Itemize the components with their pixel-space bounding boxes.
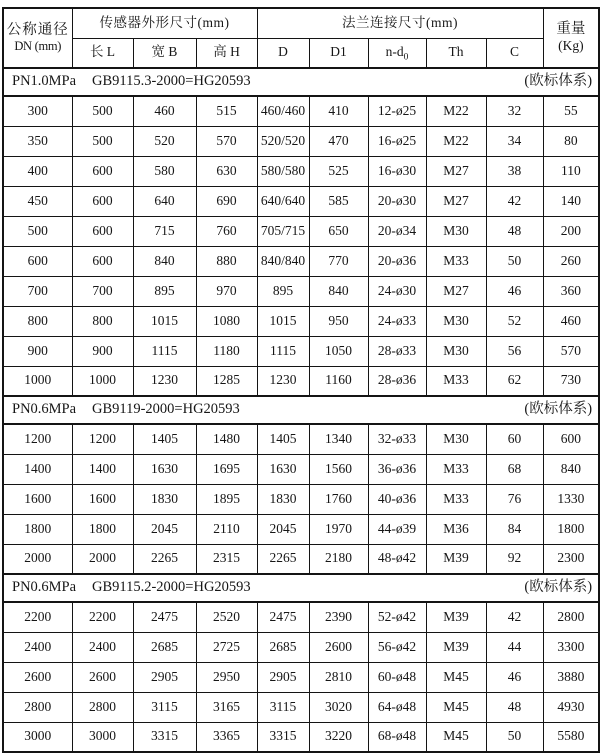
cell-width-b: 1630 xyxy=(133,454,196,484)
cell-width-b: 3115 xyxy=(133,692,196,722)
cell-d1: 1760 xyxy=(309,484,368,514)
cell-length-l: 500 xyxy=(72,96,133,126)
cell-d: 705/715 xyxy=(257,216,309,246)
cell-d: 580/580 xyxy=(257,156,309,186)
cell-th: M27 xyxy=(426,156,486,186)
cell-d: 2685 xyxy=(257,632,309,662)
cell-d1: 2810 xyxy=(309,662,368,692)
section-pn-label: PN1.0MPa xyxy=(12,73,77,90)
cell-height-h: 1695 xyxy=(196,454,257,484)
cell-c: 42 xyxy=(486,186,543,216)
cell-weight: 55 xyxy=(543,96,599,126)
cell-length-l: 1000 xyxy=(72,366,133,396)
cell-weight: 140 xyxy=(543,186,599,216)
cell-width-b: 640 xyxy=(133,186,196,216)
cell-height-h: 3365 xyxy=(196,722,257,752)
cell-length-l: 600 xyxy=(72,246,133,276)
cell-th: M22 xyxy=(426,126,486,156)
cell-d: 2045 xyxy=(257,514,309,544)
cell-d1: 1050 xyxy=(309,336,368,366)
table-row xyxy=(3,96,599,126)
cell-n-d0: 20-ø36 xyxy=(368,246,426,276)
cell-dn: 3000 xyxy=(3,722,72,752)
cell-height-h: 970 xyxy=(196,276,257,306)
table-row xyxy=(3,692,599,722)
cell-length-l: 1800 xyxy=(72,514,133,544)
cell-d1: 1340 xyxy=(309,424,368,454)
cell-height-h: 2950 xyxy=(196,662,257,692)
cell-c: 50 xyxy=(486,246,543,276)
section-note-label: (欧标体系) xyxy=(524,579,593,596)
cell-th: M33 xyxy=(426,484,486,514)
cell-th: M33 xyxy=(426,366,486,396)
cell-dn: 700 xyxy=(3,276,72,306)
cell-c: 60 xyxy=(486,424,543,454)
cell-height-h: 880 xyxy=(196,246,257,276)
cell-width-b: 2685 xyxy=(133,632,196,662)
cell-th: M39 xyxy=(426,544,486,574)
cell-d1: 2600 xyxy=(309,632,368,662)
cell-th: M27 xyxy=(426,186,486,216)
col-header-length-l: 长 L xyxy=(72,38,133,68)
cell-n-d0: 20-ø30 xyxy=(368,186,426,216)
cell-dn: 1400 xyxy=(3,454,72,484)
cell-th: M30 xyxy=(426,336,486,366)
section-header-cell xyxy=(3,68,599,96)
cell-weight: 730 xyxy=(543,366,599,396)
col-header-dn xyxy=(3,8,72,68)
cell-dn: 1600 xyxy=(3,484,72,514)
cell-d1: 1970 xyxy=(309,514,368,544)
cell-weight: 2300 xyxy=(543,544,599,574)
cell-dn: 1000 xyxy=(3,366,72,396)
cell-th: M36 xyxy=(426,514,486,544)
cell-n-d0: 44-ø39 xyxy=(368,514,426,544)
section-standard-label: GB9115.3-2000=HG20593 xyxy=(92,73,251,90)
cell-length-l: 2400 xyxy=(72,632,133,662)
cell-c: 38 xyxy=(486,156,543,186)
cell-weight: 1800 xyxy=(543,514,599,544)
cell-weight: 460 xyxy=(543,306,599,336)
col-header-d1: D1 xyxy=(309,38,368,68)
section-pn-label: PN0.6MPa xyxy=(12,579,77,596)
section-standard-label: GB9115.2-2000=HG20593 xyxy=(92,579,251,596)
cell-c: 42 xyxy=(486,602,543,632)
table-row xyxy=(3,662,599,692)
cell-n-d0: 24-ø33 xyxy=(368,306,426,336)
cell-height-h: 1480 xyxy=(196,424,257,454)
table-row xyxy=(3,306,599,336)
cell-th: M30 xyxy=(426,306,486,336)
cell-d1: 2390 xyxy=(309,602,368,632)
cell-weight: 80 xyxy=(543,126,599,156)
cell-d: 1230 xyxy=(257,366,309,396)
cell-d: 1630 xyxy=(257,454,309,484)
cell-n-d0: 16-ø30 xyxy=(368,156,426,186)
cell-d1: 585 xyxy=(309,186,368,216)
cell-c: 52 xyxy=(486,306,543,336)
cell-width-b: 1405 xyxy=(133,424,196,454)
cell-n-d0: 24-ø30 xyxy=(368,276,426,306)
cell-c: 92 xyxy=(486,544,543,574)
cell-dn: 2400 xyxy=(3,632,72,662)
cell-width-b: 1115 xyxy=(133,336,196,366)
cell-dn: 2000 xyxy=(3,544,72,574)
cell-width-b: 580 xyxy=(133,156,196,186)
section-note-label: (欧标体系) xyxy=(524,73,593,90)
cell-length-l: 3000 xyxy=(72,722,133,752)
table-row xyxy=(3,366,599,396)
cell-d: 3315 xyxy=(257,722,309,752)
cell-n-d0: 56-ø42 xyxy=(368,632,426,662)
cell-height-h: 690 xyxy=(196,186,257,216)
table-row xyxy=(3,126,599,156)
cell-d: 2475 xyxy=(257,602,309,632)
table-row xyxy=(3,514,599,544)
cell-weight: 1330 xyxy=(543,484,599,514)
cell-dn: 600 xyxy=(3,246,72,276)
cell-d1: 3220 xyxy=(309,722,368,752)
cell-d1: 2180 xyxy=(309,544,368,574)
cell-length-l: 600 xyxy=(72,156,133,186)
cell-d: 1405 xyxy=(257,424,309,454)
cell-dn: 350 xyxy=(3,126,72,156)
cell-length-l: 900 xyxy=(72,336,133,366)
section-header-row xyxy=(3,68,599,96)
cell-d: 520/520 xyxy=(257,126,309,156)
section-standard-label: GB9119-2000=HG20593 xyxy=(92,401,240,418)
table-row xyxy=(3,216,599,246)
cell-dn: 2200 xyxy=(3,602,72,632)
cell-height-h: 2315 xyxy=(196,544,257,574)
col-header-d: D xyxy=(257,38,309,68)
cell-n-d0: 12-ø25 xyxy=(368,96,426,126)
col-header-height-h: 高 H xyxy=(196,38,257,68)
cell-width-b: 460 xyxy=(133,96,196,126)
cell-c: 48 xyxy=(486,216,543,246)
cell-n-d0: 16-ø25 xyxy=(368,126,426,156)
cell-width-b: 2045 xyxy=(133,514,196,544)
cell-dn: 450 xyxy=(3,186,72,216)
cell-c: 68 xyxy=(486,454,543,484)
cell-weight: 260 xyxy=(543,246,599,276)
col-header-weight xyxy=(543,8,599,68)
cell-th: M22 xyxy=(426,96,486,126)
cell-d: 2265 xyxy=(257,544,309,574)
cell-n-d0: 20-ø34 xyxy=(368,216,426,246)
table-row xyxy=(3,186,599,216)
n-d0-base: n-d xyxy=(385,44,404,60)
cell-dn: 500 xyxy=(3,216,72,246)
cell-d: 1830 xyxy=(257,484,309,514)
cell-c: 34 xyxy=(486,126,543,156)
col-header-n-d0 xyxy=(368,38,426,68)
table-row xyxy=(3,424,599,454)
col-header-weight-label: 重量 xyxy=(556,21,586,38)
cell-d1: 770 xyxy=(309,246,368,276)
section-note-label: (欧标体系) xyxy=(524,401,593,418)
cell-th: M39 xyxy=(426,602,486,632)
header-group-row xyxy=(3,8,599,38)
cell-weight: 200 xyxy=(543,216,599,246)
cell-length-l: 600 xyxy=(72,186,133,216)
cell-d: 460/460 xyxy=(257,96,309,126)
cell-th: M45 xyxy=(426,692,486,722)
cell-n-d0: 28-ø33 xyxy=(368,336,426,366)
col-header-th: Th xyxy=(426,38,486,68)
header-sub-row xyxy=(3,38,599,68)
cell-length-l: 500 xyxy=(72,126,133,156)
section-header-cell xyxy=(3,574,599,602)
cell-dn: 2600 xyxy=(3,662,72,692)
col-header-flange-connection-group: 法兰连接尺寸(mm) xyxy=(257,8,543,38)
cell-d1: 840 xyxy=(309,276,368,306)
cell-dn: 900 xyxy=(3,336,72,366)
cell-n-d0: 32-ø33 xyxy=(368,424,426,454)
cell-length-l: 2000 xyxy=(72,544,133,574)
cell-d1: 950 xyxy=(309,306,368,336)
table-body xyxy=(3,68,599,752)
cell-width-b: 2905 xyxy=(133,662,196,692)
cell-c: 48 xyxy=(486,692,543,722)
section-pn-label: PN0.6MPa xyxy=(12,401,77,418)
cell-c: 62 xyxy=(486,366,543,396)
table-row xyxy=(3,602,599,632)
cell-height-h: 3165 xyxy=(196,692,257,722)
cell-th: M33 xyxy=(426,246,486,276)
n-d0-subscript: 0 xyxy=(403,53,409,64)
cell-c: 50 xyxy=(486,722,543,752)
cell-weight: 2800 xyxy=(543,602,599,632)
col-header-dn-unit: DN (mm) xyxy=(14,38,62,53)
cell-n-d0: 36-ø36 xyxy=(368,454,426,484)
cell-d: 640/640 xyxy=(257,186,309,216)
cell-height-h: 570 xyxy=(196,126,257,156)
cell-c: 84 xyxy=(486,514,543,544)
cell-n-d0: 64-ø48 xyxy=(368,692,426,722)
cell-width-b: 3315 xyxy=(133,722,196,752)
cell-length-l: 1400 xyxy=(72,454,133,484)
cell-width-b: 895 xyxy=(133,276,196,306)
col-header-sensor-dimensions-group: 传感器外形尺寸(mm) xyxy=(72,8,257,38)
table-row xyxy=(3,722,599,752)
table-row xyxy=(3,336,599,366)
col-header-dn-label: 公称通径 xyxy=(6,21,69,38)
cell-th: M27 xyxy=(426,276,486,306)
cell-width-b: 715 xyxy=(133,216,196,246)
cell-c: 46 xyxy=(486,276,543,306)
cell-c: 46 xyxy=(486,662,543,692)
cell-height-h: 1080 xyxy=(196,306,257,336)
cell-th: M30 xyxy=(426,424,486,454)
col-header-weight-unit: (Kg) xyxy=(558,38,584,54)
table-row xyxy=(3,454,599,484)
cell-weight: 5580 xyxy=(543,722,599,752)
cell-length-l: 2600 xyxy=(72,662,133,692)
cell-dn: 1800 xyxy=(3,514,72,544)
cell-c: 76 xyxy=(486,484,543,514)
cell-d1: 1560 xyxy=(309,454,368,484)
cell-height-h: 2520 xyxy=(196,602,257,632)
cell-th: M45 xyxy=(426,662,486,692)
cell-d1: 525 xyxy=(309,156,368,186)
cell-height-h: 1180 xyxy=(196,336,257,366)
table-row xyxy=(3,544,599,574)
cell-d1: 650 xyxy=(309,216,368,246)
cell-weight: 840 xyxy=(543,454,599,484)
cell-th: M33 xyxy=(426,454,486,484)
cell-weight: 570 xyxy=(543,336,599,366)
cell-length-l: 800 xyxy=(72,306,133,336)
cell-width-b: 520 xyxy=(133,126,196,156)
cell-d: 3115 xyxy=(257,692,309,722)
cell-length-l: 1600 xyxy=(72,484,133,514)
cell-weight: 3880 xyxy=(543,662,599,692)
cell-dn: 300 xyxy=(3,96,72,126)
cell-c: 56 xyxy=(486,336,543,366)
table-row xyxy=(3,484,599,514)
dimension-spec-table xyxy=(2,7,600,753)
cell-d: 840/840 xyxy=(257,246,309,276)
section-header-cell xyxy=(3,396,599,424)
cell-width-b: 2475 xyxy=(133,602,196,632)
cell-length-l: 1200 xyxy=(72,424,133,454)
cell-height-h: 2110 xyxy=(196,514,257,544)
cell-d: 2905 xyxy=(257,662,309,692)
table-row xyxy=(3,276,599,306)
table-row xyxy=(3,246,599,276)
cell-width-b: 840 xyxy=(133,246,196,276)
cell-weight: 4930 xyxy=(543,692,599,722)
cell-height-h: 2725 xyxy=(196,632,257,662)
cell-th: M39 xyxy=(426,632,486,662)
cell-d: 1015 xyxy=(257,306,309,336)
cell-d1: 3020 xyxy=(309,692,368,722)
cell-weight: 600 xyxy=(543,424,599,454)
cell-dn: 800 xyxy=(3,306,72,336)
cell-n-d0: 40-ø36 xyxy=(368,484,426,514)
cell-length-l: 700 xyxy=(72,276,133,306)
cell-height-h: 760 xyxy=(196,216,257,246)
cell-width-b: 1830 xyxy=(133,484,196,514)
cell-dn: 1200 xyxy=(3,424,72,454)
cell-length-l: 2200 xyxy=(72,602,133,632)
col-header-width-b: 宽 B xyxy=(133,38,196,68)
cell-width-b: 1015 xyxy=(133,306,196,336)
cell-th: M45 xyxy=(426,722,486,752)
table-row xyxy=(3,156,599,186)
cell-height-h: 1895 xyxy=(196,484,257,514)
cell-height-h: 1285 xyxy=(196,366,257,396)
cell-length-l: 2800 xyxy=(72,692,133,722)
cell-weight: 360 xyxy=(543,276,599,306)
cell-height-h: 630 xyxy=(196,156,257,186)
section-header-row xyxy=(3,574,599,602)
cell-length-l: 600 xyxy=(72,216,133,246)
cell-dn: 400 xyxy=(3,156,72,186)
cell-width-b: 1230 xyxy=(133,366,196,396)
cell-n-d0: 68-ø48 xyxy=(368,722,426,752)
col-header-c: C xyxy=(486,38,543,68)
cell-weight: 3300 xyxy=(543,632,599,662)
cell-n-d0: 28-ø36 xyxy=(368,366,426,396)
table-row xyxy=(3,632,599,662)
cell-c: 32 xyxy=(486,96,543,126)
cell-n-d0: 60-ø48 xyxy=(368,662,426,692)
section-header-row xyxy=(3,396,599,424)
cell-n-d0: 52-ø42 xyxy=(368,602,426,632)
cell-d1: 410 xyxy=(309,96,368,126)
cell-d1: 1160 xyxy=(309,366,368,396)
cell-n-d0: 48-ø42 xyxy=(368,544,426,574)
cell-weight: 110 xyxy=(543,156,599,186)
cell-width-b: 2265 xyxy=(133,544,196,574)
cell-d: 1115 xyxy=(257,336,309,366)
cell-c: 44 xyxy=(486,632,543,662)
cell-dn: 2800 xyxy=(3,692,72,722)
cell-d: 895 xyxy=(257,276,309,306)
cell-th: M30 xyxy=(426,216,486,246)
cell-height-h: 515 xyxy=(196,96,257,126)
cell-d1: 470 xyxy=(309,126,368,156)
